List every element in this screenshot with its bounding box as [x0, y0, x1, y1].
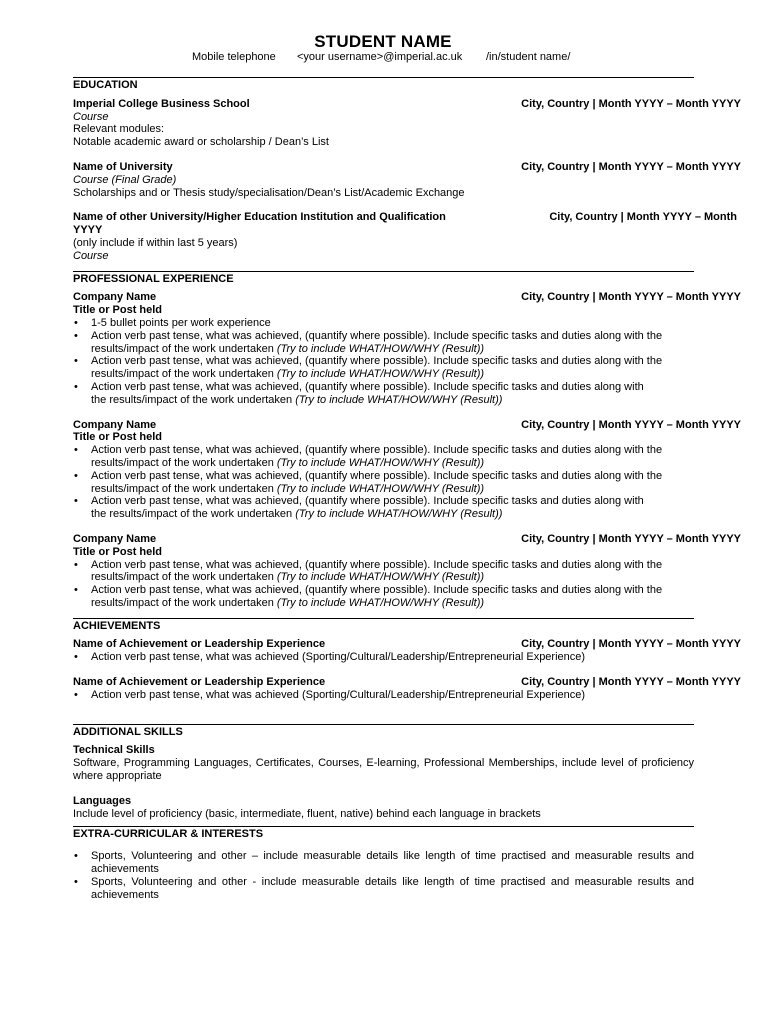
skills-entry — [73, 795, 741, 821]
list-item: • Action verb past tense, what was achieved, (quantify where possible). Include specific tasks and duties along with the results/impact of the work undertaken (Try to include WHAT/HOW/WHY (Result)) — [73, 470, 694, 496]
list-item: • Action verb past tense, what was achieved, (quantify where possible). Include specific tasks and duties along with the results/impact of the work undertaken (Try to include WHAT/HOW/WHY (Result)) — [73, 330, 694, 356]
list-item: • Action verb past tense, what was achieved (Sporting/Cultural/Leadership/Entrepreneurial Experience) — [73, 651, 694, 664]
list-item: • Action verb past tense, what was achieved (Sporting/Cultural/Leadership/Entrepreneurial Experience) — [73, 689, 694, 702]
section-title: EXTRA-CURRICULAR & INTERESTS — [73, 828, 264, 841]
list-item: • Sports, Volunteering and other - include measurable details like length of time practised and measurable results and achievements — [73, 876, 694, 902]
experience-entry — [73, 291, 741, 406]
list-item: • Action verb past tense, what was achieved, (quantify where possible). Include specific tasks and duties along with the results/impact of the work undertaken (Try to include WHAT/HOW/WHY (Result)) — [73, 584, 694, 610]
entry-location-dates: City, Country | Month YYYY – Month YYYY — [521, 418, 741, 431]
skill-description: Include level of proficiency (basic, intermediate, fluent, native) behind each language in brackets — [73, 807, 541, 820]
entry-location-dates: City, Country | Month YYYY – Month YYYY — [521, 97, 741, 110]
email: <your username>@imperial.ac.uk — [297, 51, 463, 63]
entry-location-dates: City, Country | Month YYYY – Month YYYY — [521, 291, 741, 304]
job-title: Title or Post held — [73, 431, 163, 444]
scholarship-line: Scholarships and or Thesis study/specialisation/Dean’s List/Academic Exchange — [73, 186, 465, 199]
institution-name: Name of other University/Higher Education Institution and Qualification — [73, 211, 446, 224]
section-divider — [73, 271, 694, 272]
list-item: • Action verb past tense, what was achieved, (quantify where possible). Include specific tasks and duties along with the results/impact of the work undertaken (Try to include WHAT/HOW/WHY (Result)) — [73, 444, 694, 470]
education-entry — [73, 98, 741, 149]
course: Course — [73, 110, 109, 123]
bullet-list — [73, 689, 694, 702]
phone: Mobile telephone — [192, 51, 276, 63]
bullet-list — [73, 651, 694, 664]
bullet-list — [73, 317, 694, 407]
bullet-list — [73, 444, 694, 521]
resume-header — [0, 32, 768, 52]
job-title: Title or Post held — [73, 304, 163, 317]
achievement-name: Name of Achievement or Leadership Experience — [73, 676, 326, 689]
section-title: PROFESSIONAL EXPERIENCE — [73, 272, 234, 285]
skills-section — [73, 724, 741, 821]
bullet-list — [73, 559, 694, 610]
award-line: Notable academic award or scholarship / Dean’s List — [73, 136, 329, 149]
education-entry — [73, 211, 741, 262]
skill-category-title: Technical Skills — [73, 744, 155, 757]
list-item: • Action verb past tense, what was achieved, (quantify where possible). Include specific tasks and duties along with the results/impact of the work undertaken (Try to include WHAT/HOW/WHY (Result)) — [73, 355, 694, 381]
bullet-list — [73, 850, 694, 901]
company-name: Company Name — [73, 532, 157, 545]
section-title: EDUCATION — [73, 79, 138, 91]
achievement-entry — [73, 676, 741, 702]
entry-location-dates: City, Country | Month YYYY – Month — [549, 211, 737, 224]
achievements-section — [73, 618, 741, 702]
skill-category-title: Languages — [73, 794, 132, 807]
achievement-name: Name of Achievement or Leadership Experience — [73, 638, 326, 651]
company-name: Company Name — [73, 291, 157, 304]
list-item: • 1-5 bullet points per work experience — [73, 317, 694, 330]
education-entry — [73, 161, 741, 199]
company-name: Company Name — [73, 418, 157, 431]
institution-name: Name of University — [73, 160, 173, 173]
modules-line: Relevant modules: — [73, 123, 165, 136]
entry-location-dates: City, Country | Month YYYY – Month YYYY — [521, 676, 741, 689]
skill-description: Software, Programming Languages, Certificates, Courses, E-learning, Professional Memberships, include level of proficiency where appropriate — [73, 757, 694, 783]
experience-entry — [73, 419, 741, 521]
interests-section — [73, 826, 741, 901]
section-title: ADDITIONAL SKILLS — [73, 725, 183, 738]
entry-location-dates: City, Country | Month YYYY – Month YYYY — [521, 532, 741, 545]
section-divider — [73, 77, 694, 78]
location-wrap: YYYY — [73, 224, 103, 237]
experience-section — [73, 271, 741, 610]
section-divider — [73, 724, 694, 725]
entry-location-dates: City, Country | Month YYYY – Month YYYY — [521, 160, 741, 173]
experience-entry — [73, 533, 741, 610]
institution-name: Imperial College Business School — [73, 97, 250, 110]
section-divider — [73, 826, 694, 827]
student-name: STUDENT NAME — [314, 32, 452, 51]
skills-entry — [73, 744, 741, 782]
section-title: ACHIEVEMENTS — [73, 619, 161, 632]
list-item: • Sports, Volunteering and other – include measurable details like length of time practised and measurable results and achievements — [73, 850, 694, 876]
resume-content — [73, 77, 741, 901]
list-item: • Action verb past tense, what was achieved, (quantify where possible). Include specific tasks and duties along with the results/impact of the work undertaken (Try to include WHAT/HOW/WHY (Result)) — [73, 495, 694, 521]
entry-note: (only include if within last 5 years) — [73, 236, 238, 249]
section-divider — [73, 618, 694, 619]
linkedin: /in/student name/ — [486, 51, 571, 63]
course: Course — [73, 249, 109, 262]
list-item: • Action verb past tense, what was achieved, (quantify where possible). Include specific tasks and duties along with the results/impact of the work undertaken (Try to include WHAT/HOW/WHY (Result)) — [73, 381, 694, 407]
education-section — [73, 77, 741, 263]
list-item: • Action verb past tense, what was achieved, (quantify where possible). Include specific tasks and duties along with the results/impact of the work undertaken (Try to include WHAT/HOW/WHY (Result)) — [73, 559, 694, 585]
job-title: Title or Post held — [73, 545, 163, 558]
course: Course (Final Grade) — [73, 173, 177, 186]
entry-location-dates: City, Country | Month YYYY – Month YYYY — [521, 638, 741, 651]
achievement-entry — [73, 638, 741, 664]
